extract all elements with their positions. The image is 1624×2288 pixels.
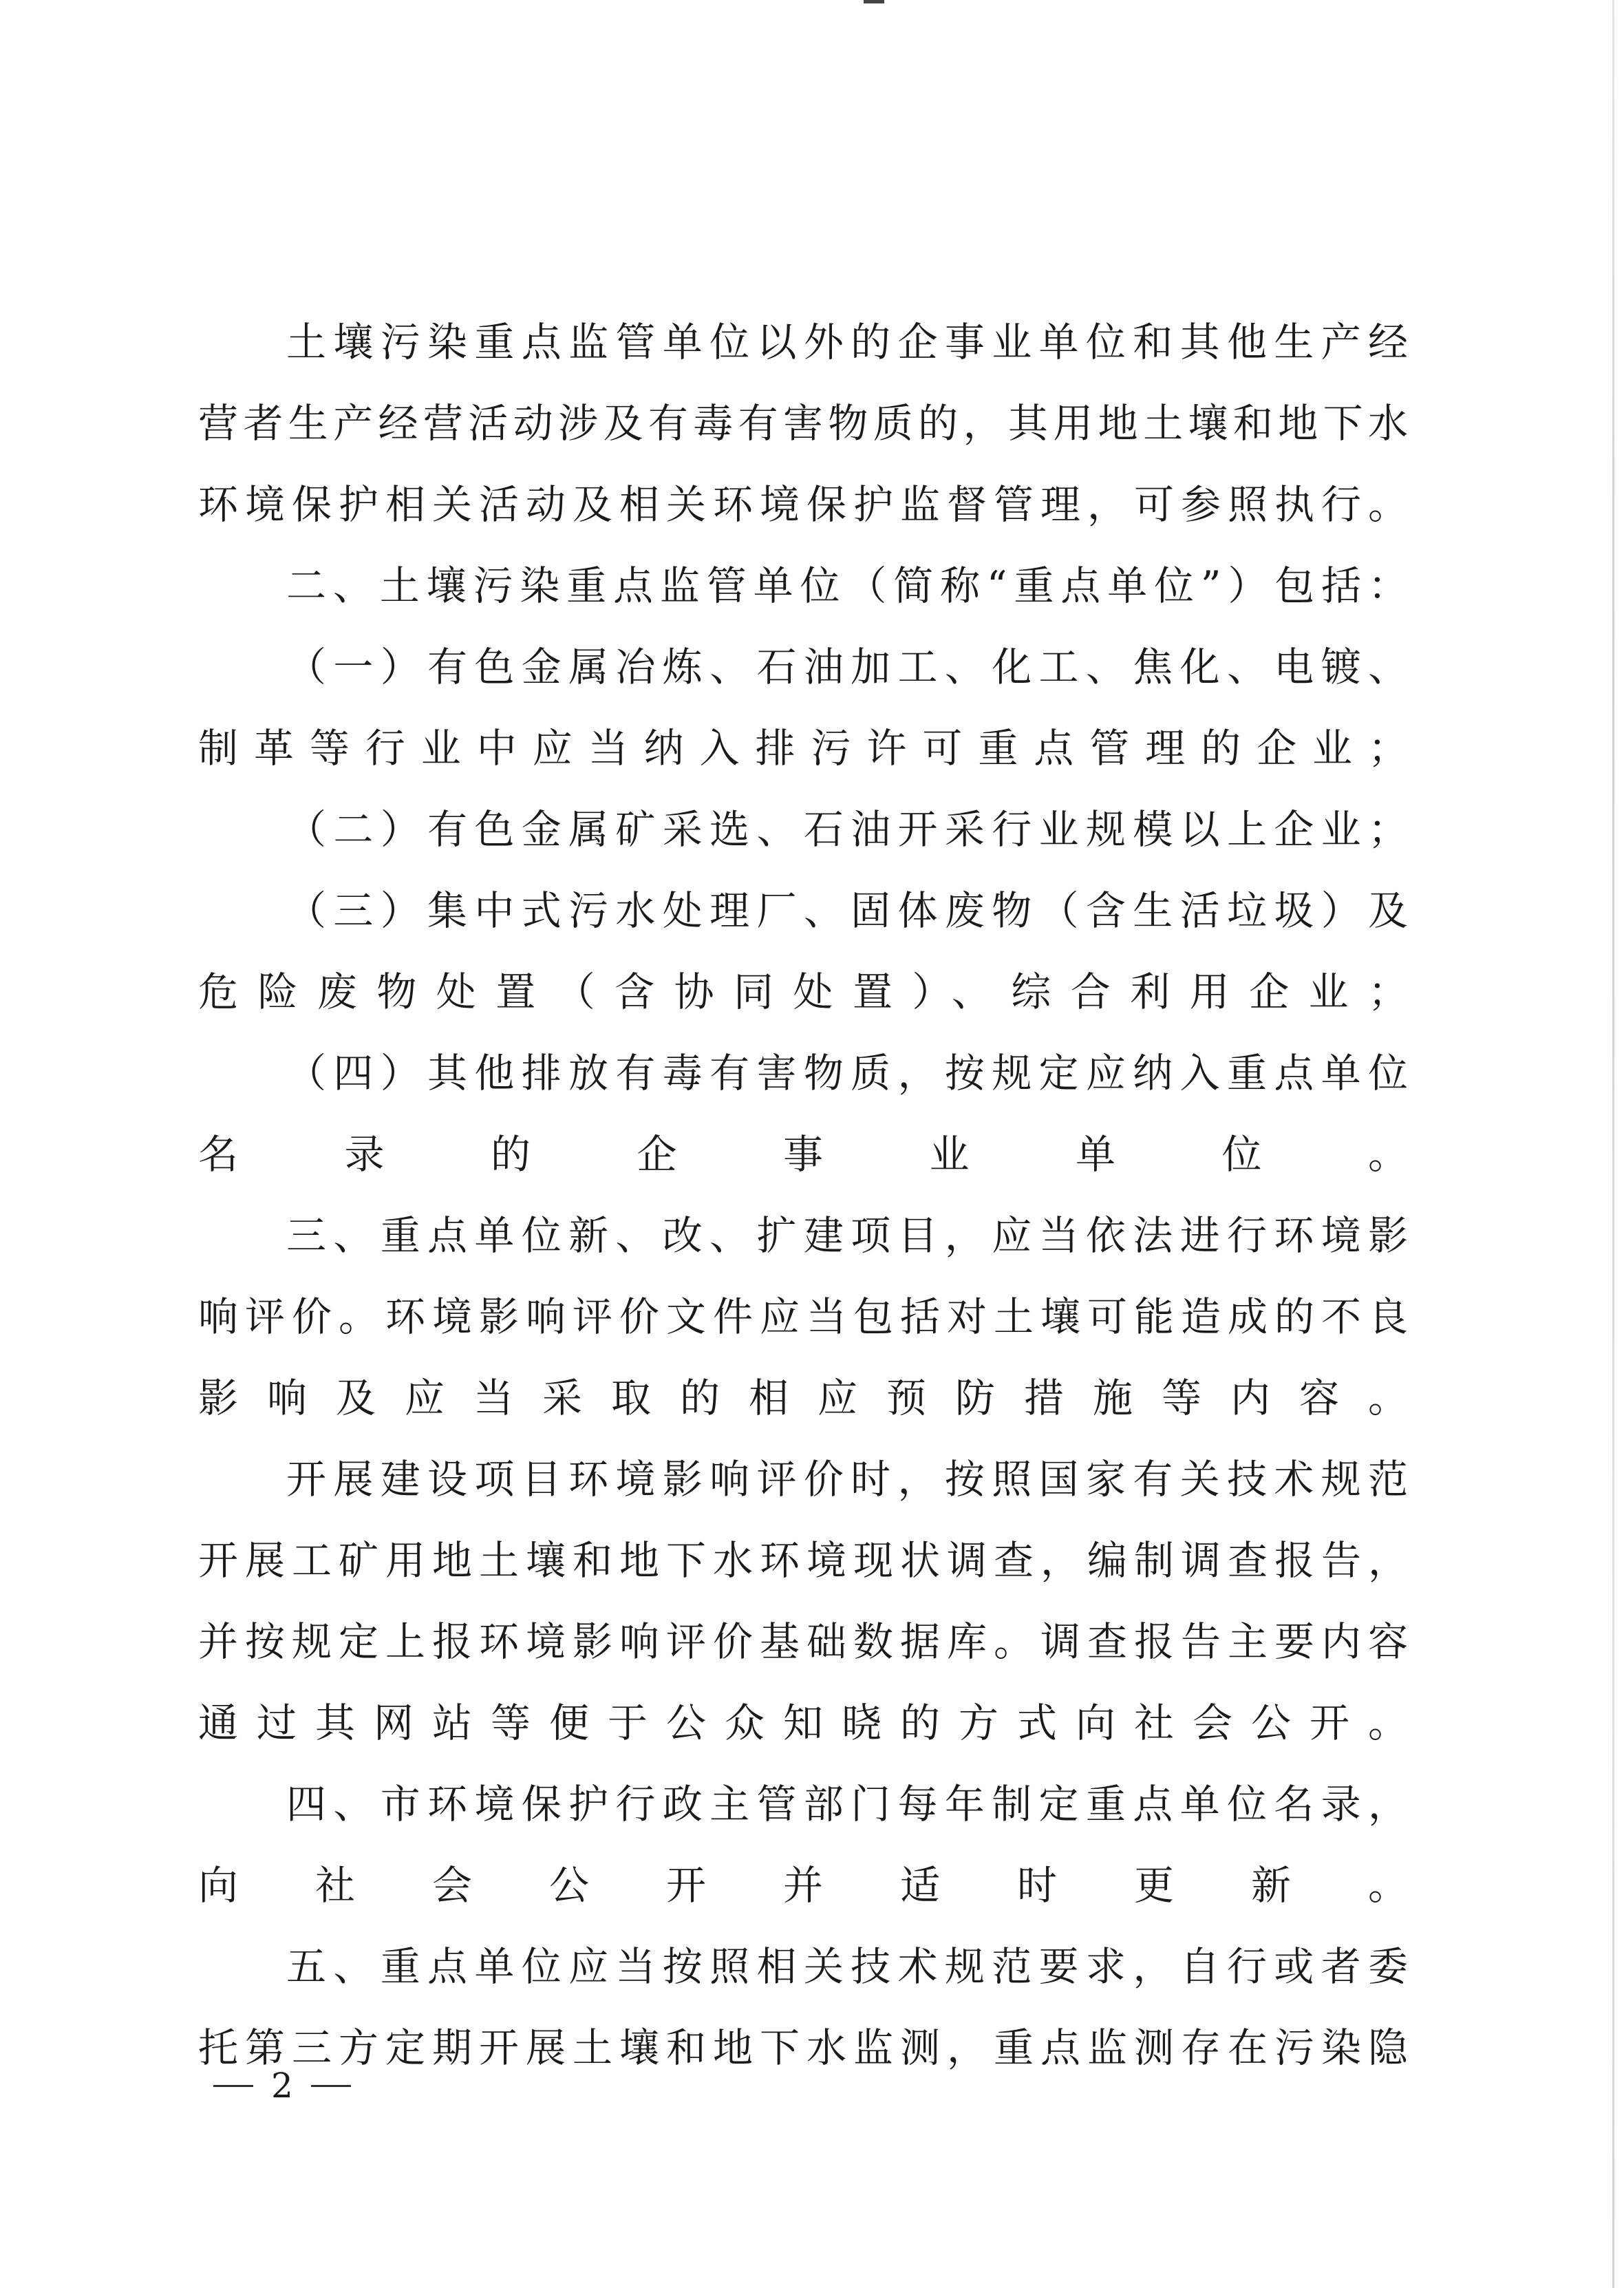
text-line: 二、土壤污染重点监管单位（简称“重点单位”）包括： — [286, 562, 1412, 609]
text-line: 三、重点单位新、改、扩建项目，应当依法进行环境影 — [286, 1212, 1412, 1259]
text-line: 环境保护相关活动及相关环境保护监督管理，可参照执行。 — [198, 481, 1412, 528]
text-line: 开展工矿用地土壤和地下水环境现状调查，编制调查报告， — [198, 1537, 1412, 1584]
text-line: 并按规定上报环境影响评价基础数据库。调查报告主要内容 — [198, 1618, 1412, 1665]
text-line: 通过其网站等便于公众知晓的方式向社会公开。 — [198, 1699, 1412, 1746]
text-line: 制革等行业中应当纳入排污许可重点管理的企业； — [198, 725, 1412, 772]
scan-edge — [1612, 0, 1614, 2288]
text-line: （三）集中式污水处理厂、固体废物（含生活垃圾）及 — [286, 887, 1412, 934]
text-line: 影响及应当采取的相应预防措施等内容。 — [198, 1375, 1412, 1421]
text-line: （二）有色金属矿采选、石油开采行业规模以上企业； — [286, 806, 1412, 853]
text-line: 响评价。环境影响评价文件应当包括对土壤可能造成的不良 — [198, 1293, 1412, 1340]
text-line: 营者生产经营活动涉及有毒有害物质的，其用地土壤和地下水 — [198, 400, 1412, 447]
page-number: 2 — [271, 2066, 293, 2106]
scan-mark — [864, 0, 884, 3]
footer-dash-left — [213, 2085, 253, 2087]
page-footer — [213, 2062, 351, 2110]
text-line: 危险废物处置（含协同处置）、综合利用企业； — [198, 968, 1412, 1015]
text-line: 四、市环境保护行政主管部门每年制定重点单位名录， — [286, 1781, 1412, 1828]
text-line: 名录的企事业单位。 — [198, 1131, 1412, 1178]
text-line: 五、重点单位应当按照相关技术规范要求，自行或者委 — [286, 1943, 1412, 1990]
text-line: （一）有色金属冶炼、石油加工、化工、焦化、电镀、 — [286, 644, 1412, 690]
footer-dash-right — [311, 2085, 351, 2087]
text-line: 开展建设项目环境影响评价时，按照国家有关技术规范 — [286, 1456, 1412, 1503]
text-line: 土壤污染重点监管单位以外的企事业单位和其他生产经 — [286, 319, 1412, 366]
text-line: 托第三方定期开展土壤和地下水监测，重点监测存在污染隐 — [198, 2024, 1412, 2071]
text-line: （四）其他排放有毒有害物质，按规定应纳入重点单位 — [286, 1050, 1412, 1097]
document-body — [198, 301, 1412, 2088]
text-line: 向社会公开并适时更新。 — [198, 1862, 1412, 1909]
